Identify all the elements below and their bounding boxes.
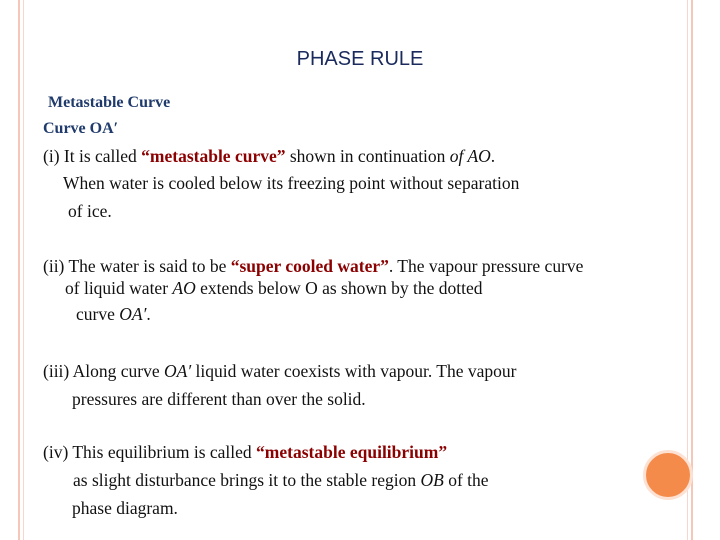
- text: (i) It is called: [43, 146, 142, 166]
- text: (iv) This equilibrium is called: [43, 442, 257, 462]
- text: . The vapour pressure curve: [388, 256, 584, 276]
- decorative-circle: [643, 450, 693, 500]
- para-1-line-2: When water is cooled below its freezing point without separation: [63, 173, 520, 193]
- text: of liquid water: [65, 278, 173, 298]
- text: extends below O as shown by the dotted: [195, 278, 483, 298]
- text: .: [490, 146, 496, 166]
- para-4-line-3: phase diagram.: [72, 498, 178, 518]
- para-2-line-3: [76, 304, 151, 325]
- text: .: [146, 304, 151, 324]
- para-4-line-2: [73, 470, 489, 491]
- para-2-line-1: [43, 256, 583, 277]
- text: curve: [76, 304, 120, 324]
- para-2-line-2: [65, 278, 483, 299]
- text: liquid water coexists with vapour. The vapour: [191, 361, 517, 381]
- slide-title: PHASE RULE: [296, 48, 424, 70]
- text: as slight disturbance brings it to the stable region: [73, 470, 421, 490]
- subtitle-metastable-curve: Metastable Curve: [48, 94, 171, 111]
- para-3-line-2: pressures are different than over the solid.: [72, 389, 366, 409]
- para-4-line-1: [43, 442, 447, 463]
- italic-text: of AO: [449, 146, 491, 166]
- para-1-line-1: [43, 146, 495, 167]
- italic-text: OB: [420, 470, 444, 490]
- italic-text: OA′: [164, 361, 192, 381]
- subtitle-curve-oa: Curve OA′: [43, 120, 119, 137]
- italic-text: AO: [172, 278, 196, 298]
- text: (ii) The water is said to be: [43, 256, 231, 276]
- text: (iii) Along curve: [43, 361, 165, 381]
- text: shown in continuation: [285, 146, 450, 166]
- highlight-text: “super cooled water”: [230, 256, 389, 276]
- highlight-text: “metastable curve”: [141, 146, 286, 166]
- text: of the: [443, 470, 489, 490]
- italic-text: OA′: [119, 304, 147, 324]
- highlight-text: “metastable equilibrium”: [256, 442, 448, 462]
- para-1-line-3: of ice.: [68, 201, 112, 221]
- para-3-line-1: [43, 361, 516, 382]
